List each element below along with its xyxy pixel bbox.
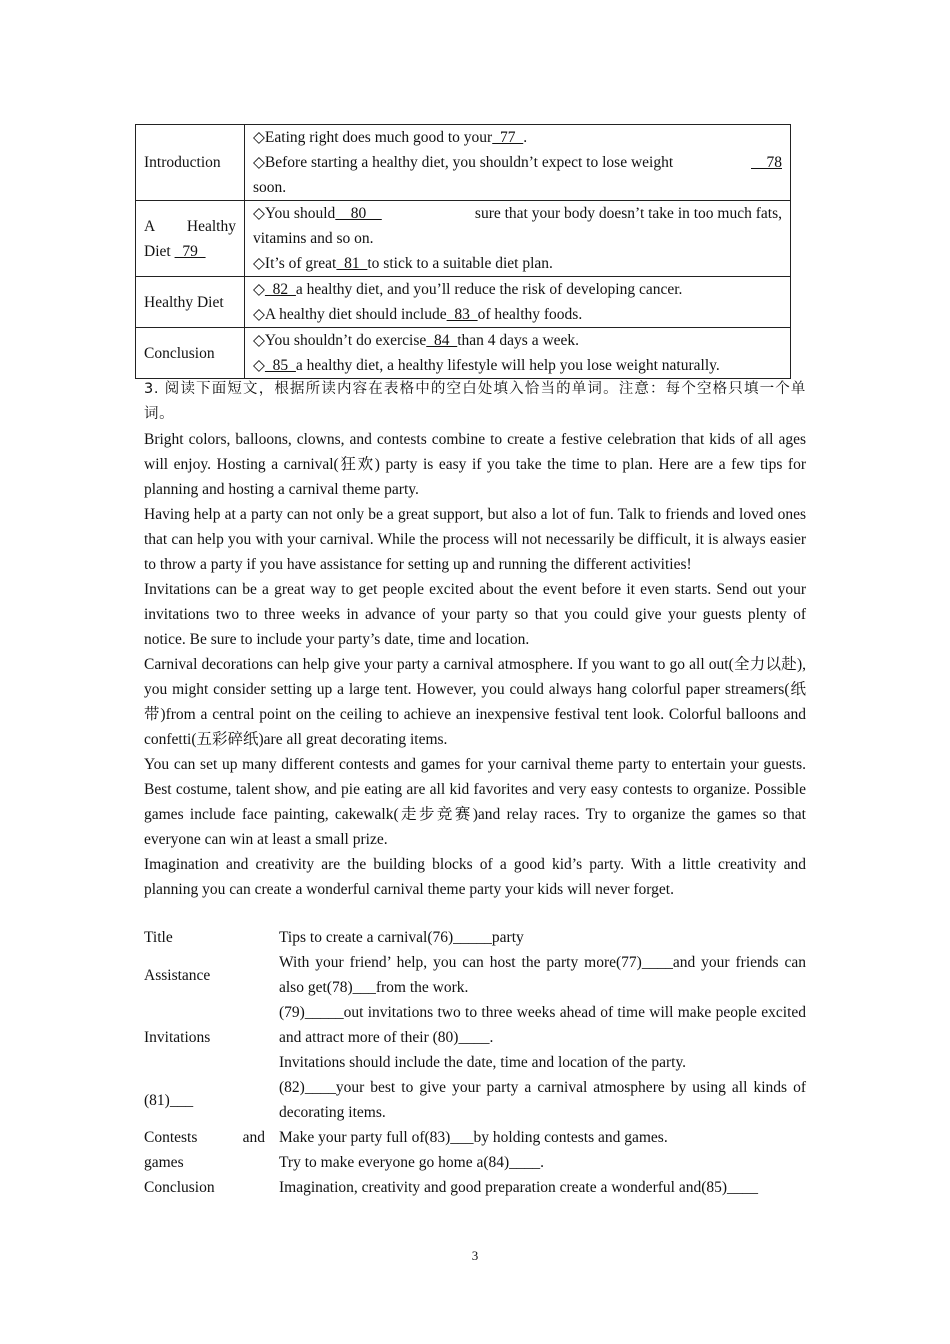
row-content [245, 328, 791, 379]
table-row [136, 328, 791, 379]
row-content [245, 277, 791, 328]
line-text: a healthy diet, a healthy lifestyle will help you lose weight naturally. [295, 357, 720, 374]
summary-key: Invitations [144, 1029, 211, 1046]
summary-value: Imagination, creativity and good preparation create a wonderful and(85)____ [279, 1179, 759, 1196]
paragraph: Invitations can be a great way to get people excited about the event before it even starts. Send out your invitations two to three weeks in advance of your party so that you could give your guests plenty of notice. Be sure to include your party’s date, time and location. [144, 581, 806, 648]
summary-key [144, 1125, 279, 1175]
table-row [144, 1175, 806, 1200]
line-text: ◇It’s of great [253, 255, 337, 272]
line-text: ◇Eating right does much good to your [253, 129, 493, 146]
table-row [144, 1075, 806, 1125]
summary-line: Try to make everyone go home a(84)____. [279, 1154, 545, 1171]
line-text: a healthy diet, and you’ll reduce the risk of developing cancer. [295, 281, 683, 298]
summary-line: Make your party full of(83)___by holding contests and games. [279, 1129, 668, 1146]
outline-table [135, 124, 791, 379]
line-text: to stick to a suitable diet plan. [367, 255, 553, 272]
blank-78: 78 [751, 154, 782, 171]
summary-key: Conclusion [144, 1179, 215, 1196]
summary-table [144, 925, 806, 1200]
table-row [136, 125, 791, 201]
summary-key: (81)___ [144, 1091, 194, 1109]
table-row [144, 950, 806, 1000]
row-content [245, 125, 791, 201]
paragraph: Bright colors, balloons, clowns, and contests combine to create a festive celebration that kids of all ages will enjoy. Hosting a carnival(狂欢) party is easy if you take the time to plan. Here are a few tips for planning and hosting a carnival theme party. [144, 431, 806, 498]
line-text: ◇You shouldn’t do exercise [253, 332, 427, 349]
page-number: 3 [471, 1248, 479, 1263]
line-text: of healthy foods. [477, 306, 583, 323]
line-text: ◇ [253, 357, 265, 374]
line-text: soon. [253, 179, 287, 196]
paragraph: Carnival decorations can help give your party a carnival atmosphere. If you want to go all out(全力以赴), you might consider setting up a large tent. However, you could always hang colorful paper streamers(纸带)from a central point on the ceiling to achieve an inexpensive festival tent look. Colorful balloons and confetti(五彩碎纸)are all great decorating items. [144, 656, 806, 748]
summary-line: Invitations should include the date, time and location of the party. [279, 1054, 687, 1071]
summary-value: Tips to create a carnival(76)_____party [279, 929, 524, 946]
line-text: ◇ [253, 281, 265, 298]
summary-value: With your friend’ help, you can host the party more(77)____and your friends can also get(78)___from the work. [279, 954, 806, 996]
line-text: ◇Before starting a healthy diet, you shouldn’t expect to lose weight [253, 154, 674, 171]
line-text: ◇You should [253, 205, 336, 222]
line-text: ◇A healthy diet should include [253, 306, 447, 323]
line-text: . [523, 129, 528, 146]
summary-line: (79)_____out invitations two to three weeks ahead of time will make people excited and attract more of their (80)____. [279, 1004, 806, 1046]
summary-key: Title [144, 929, 173, 946]
row-label: Introduction [136, 125, 245, 201]
row-content [245, 201, 791, 277]
label-part: Healthy [186, 217, 236, 235]
line-text: than 4 days a week. [457, 332, 580, 349]
row-label: Healthy Diet [136, 277, 245, 328]
table-row [136, 201, 791, 277]
blank-84: 84 [426, 332, 458, 349]
blank-77: 77 [492, 129, 524, 146]
reading-passage [144, 377, 806, 902]
label-part: Diet [144, 242, 175, 260]
blank-83: 83 [446, 306, 478, 323]
table-row [144, 1125, 806, 1175]
row-label: Conclusion [136, 328, 245, 379]
summary-key: Assistance [144, 966, 211, 984]
blank-82: 82 [264, 281, 296, 298]
key-part: Contests [144, 1129, 198, 1146]
paragraph: You can set up many different contests and games for your carnival theme party to entertain your guests. Best costume, talent show, and pie eating are all kid favorites and very easy contests to organize. Possible games include face painting, cakewalk(走步竞赛)and relay races. Try to organize the games so that everyone can win at least a small prize. [144, 756, 806, 848]
paragraph: Imagination and creativity are the building blocks of a good kid’s party. With a little creativity and planning you can create a wonderful carnival theme party your kids will never forget. [144, 856, 806, 898]
instruction-text: 3. 阅读下面短文，根据所读内容在表格中的空白处填入恰当的单词。注意：每个空格只填一个单词。 [144, 381, 806, 422]
key-part: games [144, 1154, 184, 1171]
blank-80: 80 [335, 205, 382, 222]
summary-value [279, 1125, 806, 1175]
blank-81: 81 [336, 255, 368, 272]
table-row [144, 925, 806, 950]
line-text: sure that your body doesn’t take in too much fats, [474, 205, 782, 222]
key-part: and [242, 1129, 265, 1146]
table-row [144, 1000, 806, 1075]
paragraph: Having help at a party can not only be a great support, but also a lot of fun. Talk to friends and loved ones that can help you with your carnival. While the process will not necessarily be difficult, it is always easier to throw a party if you have assistance for setting up and running the different activities! [144, 506, 806, 573]
summary-value [279, 1000, 806, 1075]
blank-79: 79 [174, 242, 206, 260]
table-row [136, 277, 791, 328]
summary-value: (82)____your best to give your party a carnival atmosphere by using all kinds of decorating items. [279, 1079, 806, 1121]
line-text: vitamins and so on. [253, 230, 374, 247]
row-label [136, 201, 245, 277]
label-part: A [144, 217, 156, 235]
blank-85: 85 [264, 357, 296, 374]
